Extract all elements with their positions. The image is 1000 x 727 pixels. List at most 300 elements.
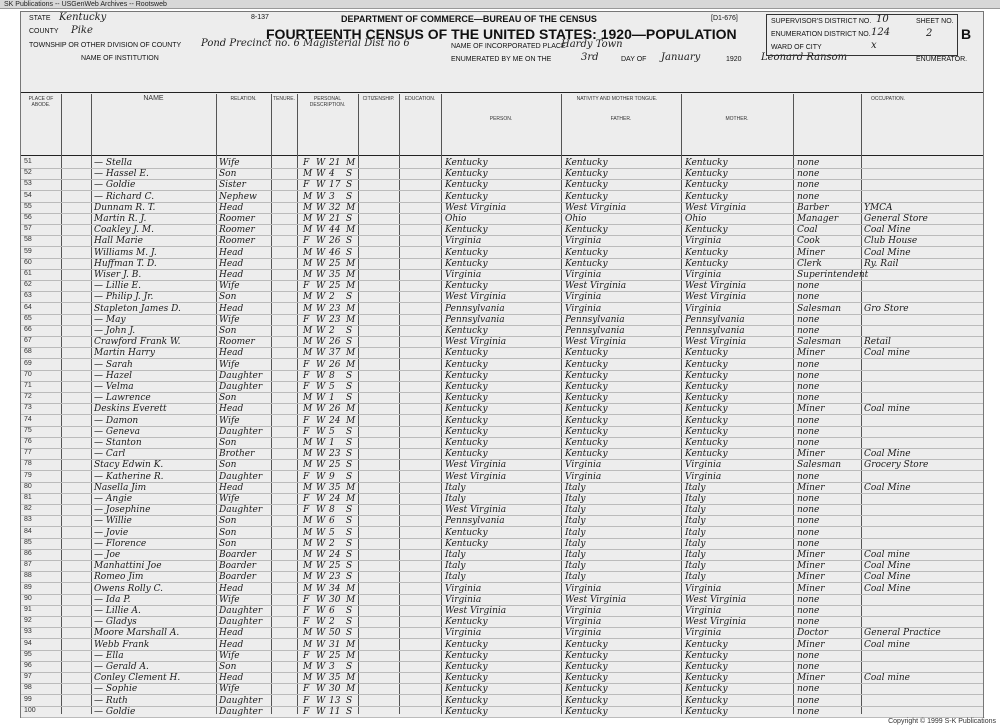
cell-fpob: Ohio [565,214,587,224]
header-citizenship: CITIZENSHIP. [362,96,395,102]
cell-race: W [316,258,326,269]
cell-rel: Daughter [219,370,263,381]
cell-occ: none [797,314,820,325]
cell-fpob: West Virginia [565,337,627,348]
cell-name: Stapleton James D. [94,303,181,314]
cell-name: — Gerald A. [94,662,149,672]
cell-race: W [316,415,326,426]
cell-name: Conley Clement H. [94,673,181,684]
cell-age: 17 [329,180,341,191]
cell-sex: F [303,281,310,292]
cell-mpob: West Virginia [685,617,747,628]
cell-age: 2 [329,617,335,628]
cell-fpob: Virginia [565,583,602,594]
cell-line: 87 [24,561,32,569]
cell-rel: Wife [219,158,240,168]
cell-fpob: Pennsylvania [565,314,625,325]
cell-age: 21 [329,214,341,224]
cell-name: Coakley J. M. [94,225,154,236]
cell-mpob: Kentucky [685,370,728,381]
cell-occ: none [797,494,820,504]
table-row [21,515,983,527]
cell-sex: M [303,482,313,493]
cell-occ: Coal [797,225,818,236]
cell-rel: Wife [219,314,240,325]
cell-mpob: West Virginia [685,292,747,303]
cell-mpob: Pennsylvania [685,314,745,325]
cell-rel: Head [219,583,244,594]
cell-rel: Son [219,169,237,180]
cell-mpob: Kentucky [685,673,728,684]
cell-sex: F [303,314,310,325]
cell-name: Deskins Everett [94,404,167,415]
cell-fpob: Pennsylvania [565,326,625,336]
table-row [21,381,983,393]
cell-sex: F [303,180,310,191]
cell-sex: M [303,516,313,527]
cell-fpob: Italy [565,482,586,493]
cell-age: 25 [329,460,341,471]
cell-age: 31 [329,639,341,650]
cell-pob: West Virginia [445,505,507,516]
cell-mpob: Kentucky [685,348,728,359]
cell-pob: Kentucky [445,538,488,549]
cell-race: W [316,292,326,303]
cell-sex: F [303,158,310,168]
cell-mpob: Kentucky [685,639,728,650]
cell-race: W [316,572,326,583]
cell-line: 76 [24,438,32,445]
cell-name: — Lillie A. [94,606,141,616]
cell-race: W [316,169,326,180]
cell-name: — Geneva [94,426,140,437]
state-label: STATE [29,15,51,22]
table-row [21,493,983,505]
cell-fpob: Kentucky [565,158,608,168]
cell-pob: West Virginia [445,337,507,348]
cell-occ: none [797,292,820,303]
cell-name: Martin R. J. [94,214,147,224]
header-mother: MOTHER. [725,116,749,122]
cell-rel: Nephew [219,191,257,202]
table-row [21,157,983,169]
cell-ind: Coal mine [864,673,910,684]
cell-rel: Head [219,628,244,639]
cell-ms: S [346,426,353,437]
cell-line: 77 [24,449,32,457]
cell-mpob: Kentucky [685,180,728,191]
cell-age: 23 [329,303,341,314]
cell-age: 5 [329,382,335,392]
cell-name: — Josephine [94,505,151,516]
table-row [21,437,983,449]
cell-line: 81 [24,494,32,501]
cell-name: — Hassel E. [94,169,149,180]
cell-fpob: Kentucky [565,370,608,381]
cell-race: W [316,225,326,236]
table-row [21,605,983,617]
cell-rel: Head [219,270,244,280]
cell-ind: Coal mine [864,348,910,359]
cell-pob: Kentucky [445,281,488,292]
cell-name: — Hazel [94,370,133,381]
cell-race: W [316,337,326,348]
cell-mpob: Kentucky [685,684,728,695]
cell-mpob: Italy [685,505,706,516]
cell-rel: Wife [219,684,240,695]
cell-pob: Italy [445,494,466,504]
cell-rel: Boarder [219,550,257,560]
table-row [21,258,983,270]
cell-rel: Daughter [219,471,263,482]
table-row [21,191,983,203]
cell-fpob: Italy [565,494,586,504]
cell-fpob: Virginia [565,303,602,314]
supervisor-value: 10 [876,14,889,25]
table-row [21,269,983,281]
cell-line: 84 [24,527,32,535]
cell-line: 96 [24,662,32,669]
cell-ms: M [346,583,356,594]
cell-ind: General Store [864,214,928,224]
cell-occ: Miner [797,348,825,359]
cell-sex: F [303,494,310,504]
cell-line: 80 [24,482,32,490]
cell-pob: Kentucky [445,695,488,706]
cell-occ: none [797,684,820,695]
cell-occ: Clerk [797,258,822,269]
cell-sex: F [303,236,310,247]
cell-mpob: Virginia [685,236,722,247]
cell-name: Crawford Frank W. [94,337,181,348]
cell-race: W [316,706,326,717]
cell-sex: M [303,673,313,684]
cell-mpob: Kentucky [685,650,728,661]
cell-name: Martin Harry [94,348,155,359]
cell-mpob: Kentucky [685,191,728,202]
cell-sex: M [303,583,313,594]
cell-ind: Coal Mine [864,583,911,594]
cell-sex: M [303,572,313,583]
cell-rel: Son [219,326,237,336]
cell-mpob: Kentucky [685,359,728,370]
cell-name: — Willie [94,516,132,527]
table-header-rule [21,155,983,156]
cell-sex: M [303,628,313,639]
cell-race: W [316,314,326,325]
cell-line: 61 [24,270,32,277]
table-row [21,616,983,628]
cell-sex: F [303,695,310,706]
cell-occ: none [797,180,820,191]
cell-line: 88 [24,572,32,580]
cell-race: W [316,180,326,191]
cell-race: W [316,494,326,504]
cell-pob: Virginia [445,270,482,280]
enumerated-label: ENUMERATED BY ME ON THE [451,56,552,63]
cell-name: — John J. [94,326,136,336]
table-row [21,415,983,427]
cell-line: 68 [24,348,32,356]
cell-line: 89 [24,583,32,591]
cell-fpob: Italy [565,527,586,538]
cell-age: 23 [329,572,341,583]
table-top-rule [21,92,983,93]
sheet-label: SHEET NO. [916,18,954,25]
cell-fpob: Kentucky [565,348,608,359]
cell-name: — Stanton [94,438,142,448]
cell-occ: none [797,538,820,549]
cell-race: W [316,404,326,415]
cell-name: — Sarah [94,359,133,370]
cell-ms: M [346,158,356,168]
cell-mpob: Kentucky [685,158,728,168]
table-row [21,504,983,516]
cell-mpob: West Virginia [685,337,747,348]
table-row [21,560,983,572]
table-row [21,538,983,550]
cell-ind: YMCA [864,202,893,213]
cell-ms: S [346,449,353,460]
cell-rel: Wife [219,359,240,370]
cell-ind: Coal Mine [864,449,911,460]
cell-name: Dunnam R. T. [94,202,156,213]
cell-ms: S [346,191,353,202]
township-label: TOWNSHIP OR OTHER DIVISION OF COUNTY [29,42,182,49]
cell-pob: Kentucky [445,639,488,650]
cell-fpob: Kentucky [565,393,608,404]
cell-name: — Ella [94,650,124,661]
cell-ind: Retail [864,337,891,348]
cell-fpob: Kentucky [565,639,608,650]
cell-pob: Italy [445,550,466,560]
cell-age: 13 [329,695,341,706]
cell-occ: none [797,617,820,628]
cell-line: 53 [24,180,32,188]
ward-value: x [871,40,877,51]
cell-pob: Italy [445,572,466,583]
cell-ms: S [346,393,353,404]
cell-sex: M [303,550,313,560]
cell-mpob: Kentucky [685,438,728,448]
cell-ind: Coal mine [864,639,910,650]
cell-mpob: Kentucky [685,258,728,269]
cell-mpob: Virginia [685,303,722,314]
incorporated-value: Hardy Town [561,39,623,50]
cell-pob: West Virginia [445,460,507,471]
cell-race: W [316,684,326,695]
cell-ms: S [346,572,353,583]
cell-sex: M [303,292,313,303]
table-row [21,325,983,337]
form-number: 8-137 [251,14,269,21]
cell-pob: Kentucky [445,673,488,684]
cell-pob: Kentucky [445,191,488,202]
cell-sex: M [303,460,313,471]
header-abode: PLACE OF ABODE. [28,96,54,108]
cell-rel: Roomer [219,225,255,236]
cell-rel: Wife [219,594,240,605]
table-row [21,426,983,438]
cell-occ: none [797,438,820,448]
cell-race: W [316,438,326,448]
cell-age: 32 [329,202,341,213]
cell-line: 58 [24,236,32,244]
cell-age: 50 [329,628,341,639]
cell-name: — Goldie [94,706,136,717]
cell-age: 2 [329,538,335,549]
cell-ms: S [346,516,353,527]
cell-age: 2 [329,326,335,336]
table-row [21,168,983,180]
cell-rel: Son [219,538,237,549]
cell-sex: M [303,538,313,549]
header-education: EDUCATION. [404,96,436,102]
cell-occ: none [797,706,820,717]
cell-mpob: Italy [685,572,706,583]
cell-line: 99 [24,695,32,703]
enumeration-month: January [661,52,701,63]
cell-sex: F [303,650,310,661]
cell-fpob: Virginia [565,628,602,639]
copyright: Copyright © 1999 S-K Publications [888,718,996,725]
cell-age: 1 [329,438,335,448]
cell-ms: M [346,225,356,236]
cell-ms: S [346,527,353,538]
cell-pob: West Virginia [445,606,507,616]
cell-pob: West Virginia [445,471,507,482]
cell-sex: M [303,527,313,538]
cell-rel: Son [219,393,237,404]
table-row [21,403,983,415]
cell-age: 37 [329,348,341,359]
cell-fpob: Virginia [565,471,602,482]
cell-ms: M [346,594,356,605]
cell-occ: none [797,370,820,381]
cell-name: — Lillie E. [94,281,141,292]
cell-race: W [316,662,326,672]
cell-sex: M [303,449,313,460]
cell-sex: M [303,639,313,650]
cell-occ: Miner [797,404,825,415]
table-row [21,202,983,214]
cell-ms: S [346,706,353,717]
cell-occ: none [797,169,820,180]
cell-ms: S [346,561,353,572]
cell-age: 30 [329,684,341,695]
cell-age: 3 [329,662,335,672]
cell-occ: Miner [797,449,825,460]
form-code: [D1-676] [711,15,738,22]
cell-rel: Wife [219,494,240,504]
incorporated-label: NAME OF INCORPORATED PLACE [451,43,566,50]
cell-race: W [316,606,326,616]
cell-fpob: Kentucky [565,438,608,448]
cell-mpob: Virginia [685,628,722,639]
cell-age: 35 [329,673,341,684]
cell-name: Webb Frank [94,639,150,650]
cell-race: W [316,594,326,605]
table-row [21,639,983,651]
cell-age: 26 [329,236,341,247]
cell-race: W [316,326,326,336]
cell-occ: none [797,382,820,392]
cell-mpob: West Virginia [685,202,747,213]
cell-line: 65 [24,314,32,322]
ward-label: WARD OF CITY [771,44,822,51]
cell-rel: Daughter [219,505,263,516]
cell-fpob: Virginia [565,236,602,247]
cell-line: 90 [24,594,32,602]
cell-race: W [316,426,326,437]
cell-sex: M [303,662,313,672]
cell-ms: S [346,460,353,471]
table-row [21,583,983,595]
cell-line: 79 [24,471,32,479]
cell-mpob: Italy [685,550,706,560]
cell-age: 25 [329,650,341,661]
cell-pob: Pennsylvania [445,314,505,325]
cell-line: 73 [24,404,32,412]
cell-rel: Daughter [219,695,263,706]
header-person: PERSON. [489,116,513,122]
township-value: Pond Precinct no. 6 Magisterial Dist no 6 [201,38,410,49]
cell-ms: M [346,404,356,415]
cell-age: 9 [329,471,335,482]
cell-occ: none [797,505,820,516]
cell-line: 98 [24,684,32,692]
county-label: COUNTY [29,28,59,35]
cell-race: W [316,348,326,359]
cell-name: Nasella Jim [94,482,147,493]
cell-sex: M [303,270,313,280]
cell-sex: M [303,202,313,213]
table-row [21,695,983,707]
cell-occ: none [797,695,820,706]
cell-rel: Roomer [219,337,255,348]
cell-line: 70 [24,370,32,378]
department: DEPARTMENT OF COMMERCE—BUREAU OF THE CENSUS [341,14,597,24]
table-row [21,303,983,315]
cell-sex: F [303,415,310,426]
cell-pob: Kentucky [445,662,488,672]
cell-line: 95 [24,650,32,658]
cell-age: 4 [329,169,335,180]
cell-fpob: Kentucky [565,247,608,258]
cell-line: 71 [24,382,32,389]
cell-race: W [316,393,326,404]
cell-age: 5 [329,527,335,538]
cell-race: W [316,561,326,572]
cell-fpob: Kentucky [565,169,608,180]
cell-ms: S [346,214,353,224]
cell-name: — Sophie [94,684,138,695]
cell-fpob: Kentucky [565,382,608,392]
cell-pob: Kentucky [445,169,488,180]
cell-age: 24 [329,550,341,560]
cell-rel: Head [219,303,244,314]
cell-fpob: Italy [565,550,586,560]
cell-mpob: West Virginia [685,281,747,292]
cell-line: 56 [24,214,32,221]
cell-sex: M [303,326,313,336]
cell-pob: Kentucky [445,393,488,404]
cell-name: — Katherine R. [94,471,164,482]
cell-name: — Jovie [94,527,129,538]
cell-occ: none [797,359,820,370]
cell-rel: Wife [219,281,240,292]
cell-ms: M [346,270,356,280]
